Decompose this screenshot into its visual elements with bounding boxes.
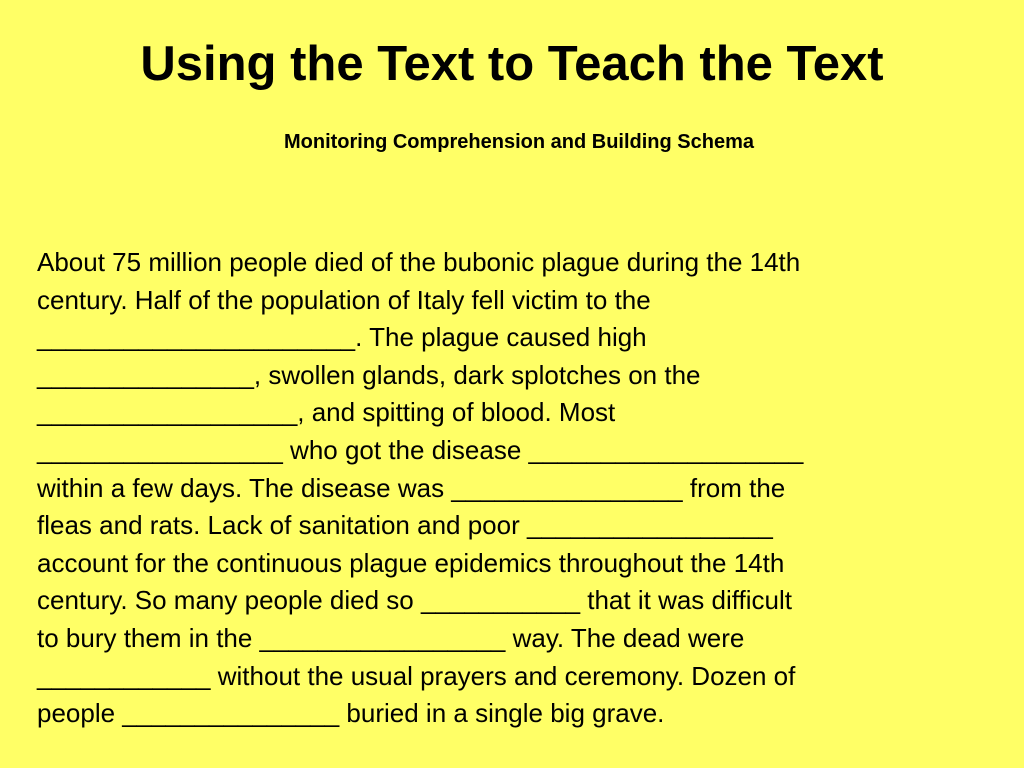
passage-line: _______________, swollen glands, dark splotches on the [37, 359, 701, 390]
passage-line: About 75 million people died of the bubonic plague during the 14th [37, 247, 801, 277]
passage-line: to bury them in the _________________ way. The dead were [37, 622, 745, 653]
slide-title: Using the Text to Teach the Text [140, 37, 884, 91]
passage-line: _________________ who got the disease ___________________ [37, 434, 804, 465]
passage-line: century. Half of the population of Italy fell victim to the [37, 284, 651, 315]
slide-subtitle: Monitoring Comprehension and Building Schema [283, 131, 754, 153]
passage-line: account for the continuous plague epidemics throughout the 14th [37, 547, 785, 578]
passage-line: ____________ without the usual prayers and ceremony. Dozen of [37, 660, 796, 691]
cloze-passage [37, 244, 1017, 733]
passage-line: people _______________ buried in a single big grave. [37, 698, 665, 729]
passage-line: fleas and rats. Lack of sanitation and poor _________________ [37, 510, 773, 541]
passage-line: __________________, and spitting of blood. Most [37, 397, 616, 428]
passage-line: century. So many people died so ___________ that it was difficult [37, 585, 792, 616]
passage-line: within a few days. The disease was ________________ from the [37, 472, 786, 503]
passage-line: ______________________. The plague caused high [37, 322, 647, 353]
